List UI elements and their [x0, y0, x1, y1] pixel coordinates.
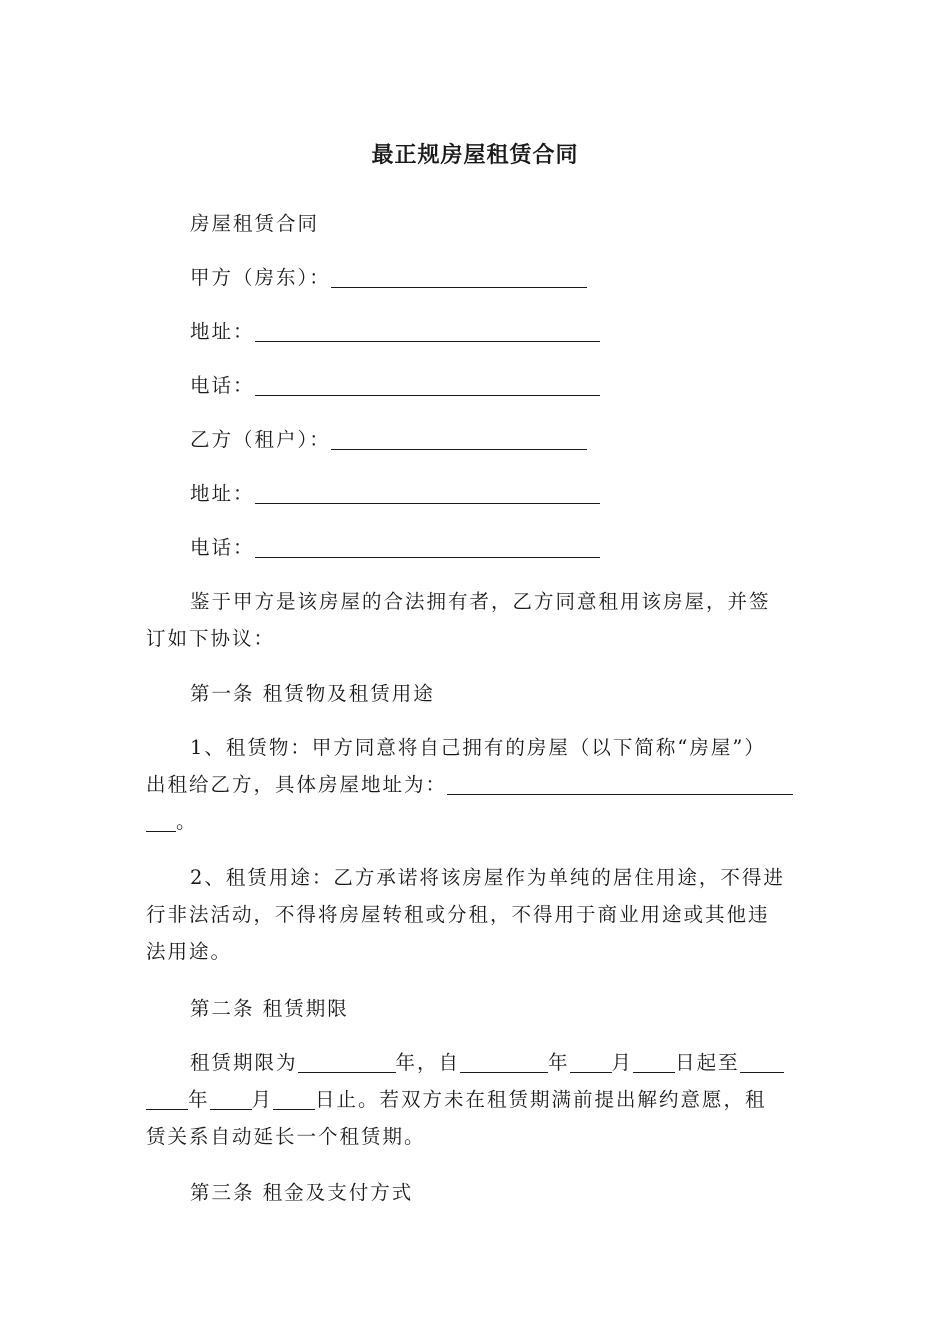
article-2-term-paragraph [146, 1044, 806, 1155]
party-a-address-blank [255, 319, 600, 342]
term-line-1 [146, 1044, 806, 1081]
term-text-6: 年 [188, 1088, 210, 1111]
term-years-blank [298, 1050, 396, 1073]
party-a-phone-label: 电话： [190, 374, 255, 397]
party-a-row [190, 259, 806, 296]
party-a-address-row [190, 313, 806, 350]
article-1-item-1-line-3 [146, 803, 806, 840]
preamble-line-1: 鉴于甲方是该房屋的合法拥有者，乙方同意租用该房屋，并签 [190, 590, 771, 613]
party-b-row [190, 421, 806, 458]
party-a-phone-blank [255, 373, 600, 396]
end-month-blank [210, 1087, 252, 1110]
property-address-blank-cont [146, 809, 176, 832]
article-1-item-2 [146, 859, 806, 970]
article-1-item-1-line-2 [146, 766, 806, 803]
party-a-name-blank [331, 265, 587, 288]
term-line-3: 赁关系自动延长一个租赁期。 [146, 1125, 426, 1148]
party-b-address-label: 地址： [190, 482, 255, 505]
term-text-4: 月 [611, 1051, 634, 1074]
party-b-address-blank [255, 481, 600, 504]
party-b-label: 乙方（租户）： [190, 428, 331, 451]
start-day-blank [633, 1050, 675, 1073]
party-b-phone-blank [255, 535, 600, 558]
preamble-paragraph [146, 583, 806, 657]
article-1-item-1-line-1: 1、租赁物：甲方同意将自己拥有的房屋（以下简称“房屋”） [190, 736, 766, 759]
article-1-item-2-line-1: 2、租赁用途：乙方承诺将该房屋作为单纯的居住用途，不得进 [190, 866, 785, 889]
article-1-item-1 [146, 729, 806, 840]
article-2-heading: 第二条 租赁期限 [190, 997, 349, 1020]
preamble-line-2: 订如下协议： [146, 627, 276, 650]
term-text-5: 日起至 [675, 1051, 740, 1074]
term-text-7: 月 [251, 1088, 274, 1111]
party-b-phone-label: 电话： [190, 536, 255, 559]
party-a-label: 甲方（房东）： [190, 266, 331, 289]
end-year-blank [740, 1050, 784, 1073]
party-b-address-row [190, 475, 806, 512]
article-1-item-2-line-2: 行非法活动，不得将房屋转租或分租，不得用于商业用途或其他违 [146, 903, 770, 926]
term-text-3: 年 [548, 1051, 570, 1074]
article-1-item-1-line-2-text: 出租给乙方，具体房屋地址为： [146, 773, 448, 796]
end-year-blank-cont [146, 1087, 188, 1110]
term-text-1: 租赁期限为 [190, 1051, 298, 1074]
party-b-name-blank [331, 427, 587, 450]
start-year-blank [460, 1050, 548, 1073]
term-line-2 [146, 1081, 806, 1118]
article-3-heading: 第三条 租金及支付方式 [190, 1181, 414, 1204]
start-month-blank [570, 1050, 612, 1073]
end-day-blank [273, 1087, 315, 1110]
term-text-2: 年，自 [395, 1051, 461, 1074]
property-address-blank [447, 772, 793, 795]
party-b-phone-row [190, 529, 806, 566]
article-1-heading: 第一条 租赁物及租赁用途 [190, 682, 435, 705]
party-a-address-label: 地址： [190, 320, 255, 343]
article-1-item-2-line-3: 法用途。 [146, 940, 233, 963]
contract-subtitle: 房屋租赁合同 [190, 212, 320, 235]
party-a-phone-row [190, 367, 806, 404]
term-text-8: 日止。若双方未在租赁期满前提出解约意愿，租 [315, 1088, 767, 1111]
article-1-item-1-line-3-end: 。 [176, 810, 198, 833]
document-title: 最正规房屋租赁合同 [371, 143, 579, 168]
